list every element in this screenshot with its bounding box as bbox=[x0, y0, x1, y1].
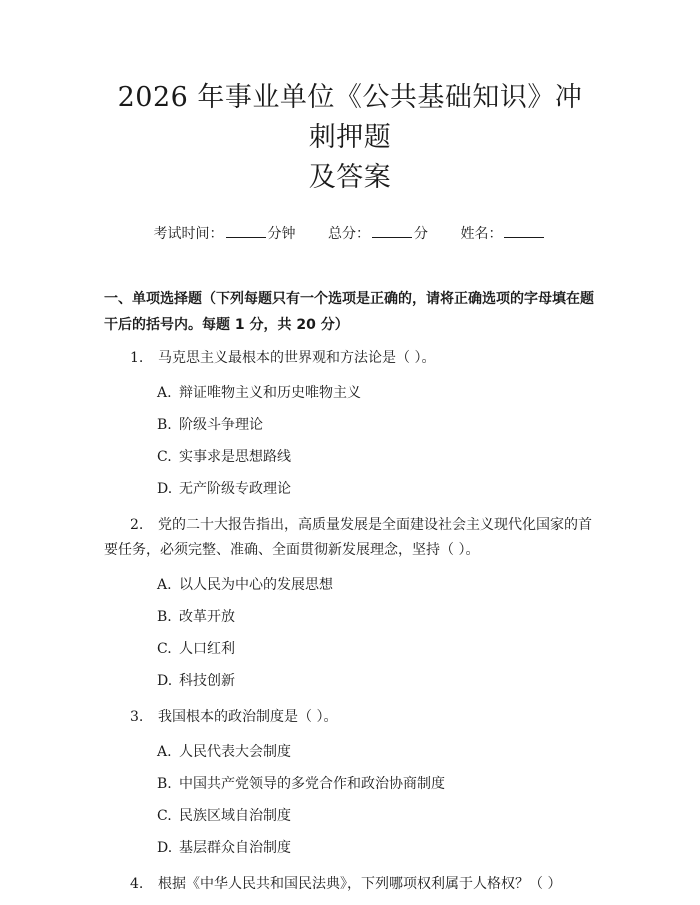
page-title bbox=[104, 0, 596, 198]
option-list bbox=[104, 736, 596, 864]
question-list bbox=[104, 346, 596, 897]
time-blank[interactable] bbox=[226, 225, 266, 238]
option-text: 改革开放 bbox=[179, 609, 235, 625]
option-item bbox=[157, 569, 596, 601]
option-text: 人口红利 bbox=[179, 641, 235, 657]
name-blank[interactable] bbox=[504, 225, 544, 238]
question-2 bbox=[104, 513, 596, 697]
option-letter: A. bbox=[157, 744, 172, 760]
option-text: 科技创新 bbox=[179, 673, 235, 689]
question-stem bbox=[104, 705, 596, 730]
question-stem bbox=[104, 346, 596, 371]
option-item bbox=[157, 665, 596, 697]
option-text: 无产阶级专政理论 bbox=[179, 481, 291, 497]
question-number: 4. bbox=[130, 876, 144, 892]
question-number: 3. bbox=[130, 709, 144, 725]
title-line-2: 及答案 bbox=[308, 162, 392, 193]
option-text: 实事求是思想路线 bbox=[179, 449, 291, 465]
exam-name bbox=[460, 224, 546, 244]
question-1 bbox=[104, 346, 596, 505]
exam-time bbox=[154, 224, 296, 244]
option-letter: B. bbox=[157, 776, 172, 792]
option-text: 中国共产党领导的多党合作和政治协商制度 bbox=[179, 776, 445, 792]
question-stem bbox=[104, 513, 596, 563]
option-text: 辩证唯物主义和历史唯物主义 bbox=[179, 385, 361, 401]
option-letter: A. bbox=[157, 577, 172, 593]
question-text: 党的二十大报告指出，高质量发展是全面建设社会主义现代化国家的首要任务，必须完整、准确、全面贯彻新发展理念，坚持（ ）。 bbox=[104, 517, 592, 558]
question-text: 根据《中华人民共和国民法典》，下列哪项权利属于人格权？（ ） bbox=[158, 876, 562, 892]
option-letter: C. bbox=[157, 449, 172, 465]
question-4 bbox=[104, 872, 596, 897]
option-letter: B. bbox=[157, 417, 172, 433]
question-number: 2. bbox=[130, 517, 144, 533]
name-label: 姓名： bbox=[460, 226, 503, 242]
option-item bbox=[157, 736, 596, 768]
option-item bbox=[157, 768, 596, 800]
option-item bbox=[157, 800, 596, 832]
option-text: 阶级斗争理论 bbox=[179, 417, 263, 433]
option-item bbox=[157, 409, 596, 441]
question-number: 1. bbox=[130, 350, 144, 366]
question-text: 马克思主义最根本的世界观和方法论是（ ）。 bbox=[158, 350, 436, 366]
score-blank[interactable] bbox=[372, 225, 412, 238]
option-text: 以人民为中心的发展思想 bbox=[179, 577, 333, 593]
option-list bbox=[104, 377, 596, 505]
option-text: 民族区域自治制度 bbox=[179, 808, 291, 824]
option-text: 基层群众自治制度 bbox=[179, 840, 291, 856]
exam-score bbox=[328, 224, 428, 244]
option-letter: D. bbox=[157, 840, 173, 856]
option-item bbox=[157, 473, 596, 505]
option-letter: C. bbox=[157, 641, 172, 657]
score-label: 总分： bbox=[328, 226, 370, 242]
option-letter: B. bbox=[157, 609, 172, 625]
question-stem bbox=[104, 872, 596, 897]
option-list bbox=[104, 569, 596, 697]
question-3 bbox=[104, 705, 596, 864]
option-item bbox=[157, 633, 596, 665]
exam-meta bbox=[104, 224, 596, 244]
option-letter: C. bbox=[157, 808, 172, 824]
option-item bbox=[157, 832, 596, 864]
option-item bbox=[157, 441, 596, 473]
option-letter: D. bbox=[157, 481, 173, 497]
option-item bbox=[157, 601, 596, 633]
time-label: 考试时间： bbox=[153, 226, 224, 242]
option-item bbox=[157, 377, 596, 409]
option-letter: A. bbox=[157, 385, 172, 401]
option-text: 人民代表大会制度 bbox=[179, 744, 291, 760]
score-unit: 分 bbox=[414, 226, 428, 242]
option-letter: D. bbox=[157, 673, 173, 689]
section-title: 一、单项选择题（下列每题只有一个选项是正确的，请将正确选项的字母填在题干后的括号内。每题 1 分，共 20 分） bbox=[104, 291, 594, 333]
title-line-1: 2026 年事业单位《公共基础知识》冲刺押题 bbox=[117, 82, 583, 153]
question-text: 我国根本的政治制度是（ ）。 bbox=[158, 709, 338, 725]
time-unit: 分钟 bbox=[267, 226, 296, 242]
